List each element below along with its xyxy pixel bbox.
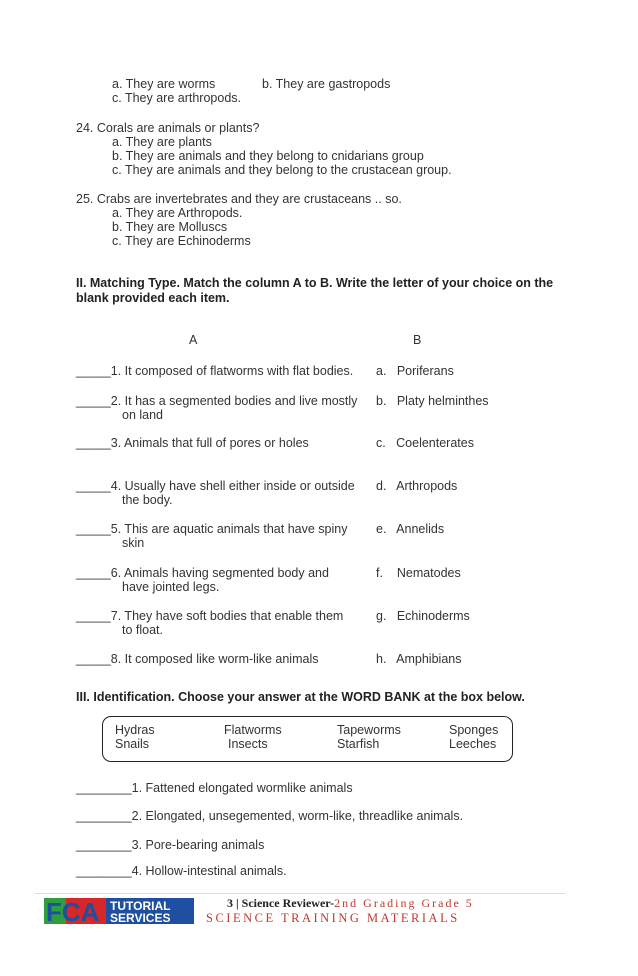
word-bank-word: Insects [228, 737, 268, 751]
matching-choice: h. Amphibians [376, 652, 462, 666]
matching-choice: f. Nematodes [376, 566, 461, 580]
matching-choice: g. Echinoderms [376, 609, 470, 623]
word-bank-box [102, 716, 513, 762]
word-bank-word: Leeches [449, 737, 497, 751]
matching-item-text-cont: have jointed legs. [122, 580, 220, 594]
q23-option-b: b. They are gastropods [262, 77, 391, 91]
matching-item-text: _____2. It has a segmented bodies and live mostly [76, 394, 358, 408]
matching-choice: a. Poriferans [376, 364, 454, 378]
footer-page-prefix: 3 | Science Reviewer- [227, 896, 335, 910]
word-bank-word: Sponges [449, 723, 499, 737]
q25-question: 25. Crabs are invertebrates and they are crustaceans .. so. [76, 192, 402, 206]
fca-logo [44, 896, 194, 926]
q24-option-c: c. They are animals and they belong to the crustacean group. [112, 163, 452, 177]
matching-item-text: _____7. They have soft bodies that enable them [76, 609, 344, 623]
word-bank-word: Tapeworms [337, 723, 401, 737]
section3-title: III. Identification. Choose your answer at the WORD BANK at the box below. [76, 690, 525, 704]
footer-grade-text: 2nd Grading Grade 5 [334, 896, 474, 910]
identification-item: ________2. Elongated, unsegemented, worm-like, threadlike animals. [76, 809, 464, 823]
word-bank-word: Snails [115, 737, 150, 751]
q25-option-a: a. They are Arthropods. [112, 206, 243, 220]
matching-item-text: _____4. Usually have shell either inside or outside [76, 479, 355, 493]
matching-choice: d. Arthropods [376, 479, 458, 493]
matching-item-text: _____5. This are aquatic animals that have spiny [76, 522, 348, 536]
logo-fca-text: FCA [46, 897, 100, 926]
column-a-header: A [189, 333, 198, 347]
q23-option-c: c. They are arthropods. [112, 91, 242, 105]
identification-item: ________4. Hollow-intestinal animals. [76, 864, 287, 878]
word-bank-word: Flatworms [224, 723, 282, 737]
matching-item-text-cont: the body. [122, 493, 173, 507]
q25-option-b: b. They are Molluscs [112, 220, 228, 234]
footer-training-materials: SCIENCE TRAINING MATERIALS [206, 911, 460, 925]
footer-page-line [227, 896, 474, 911]
matching-choice: b. Platy helminthes [376, 394, 489, 408]
q25-option-c: c. They are Echinoderms [112, 234, 251, 248]
q24-option-a: a. They are plants [112, 135, 212, 149]
matching-item-text: _____6. Animals having segmented body and [76, 566, 329, 580]
matching-choice: e. Annelids [376, 522, 445, 536]
column-b-header: B [413, 333, 422, 347]
identification-item: ________3. Pore-bearing animals [76, 838, 265, 852]
matching-item-text-cont: skin [122, 536, 145, 550]
q24-option-b: b. They are animals and they belong to cnidarians group [112, 149, 424, 163]
matching-choice: c. Coelenterates [376, 436, 474, 450]
matching-item-text: _____8. It composed like worm-like animals [76, 652, 319, 666]
footer-divider [35, 893, 565, 894]
q24-question: 24. Corals are animals or plants? [76, 121, 260, 135]
section2-title-line1: II. Matching Type. Match the column A to B. Write the letter of your choice on the [76, 276, 554, 290]
q23-option-a: a. They are worms [112, 77, 216, 91]
matching-item-text: _____3. Animals that full of pores or holes [76, 436, 309, 450]
matching-item-text: _____1. It composed of flatworms with flat bodies. [76, 364, 354, 378]
matching-item-text-cont: on land [122, 408, 164, 422]
matching-item-text-cont: to float. [122, 623, 163, 637]
logo-services-text: SERVICES [110, 911, 171, 925]
word-bank-word: Hydras [115, 723, 155, 737]
word-bank-word: Starfish [337, 737, 380, 751]
section2-title-line2: blank provided each item. [76, 291, 230, 305]
logo-tutorial-text: TUTORIAL [110, 899, 171, 913]
identification-item: ________1. Fattened elongated wormlike animals [76, 781, 353, 795]
